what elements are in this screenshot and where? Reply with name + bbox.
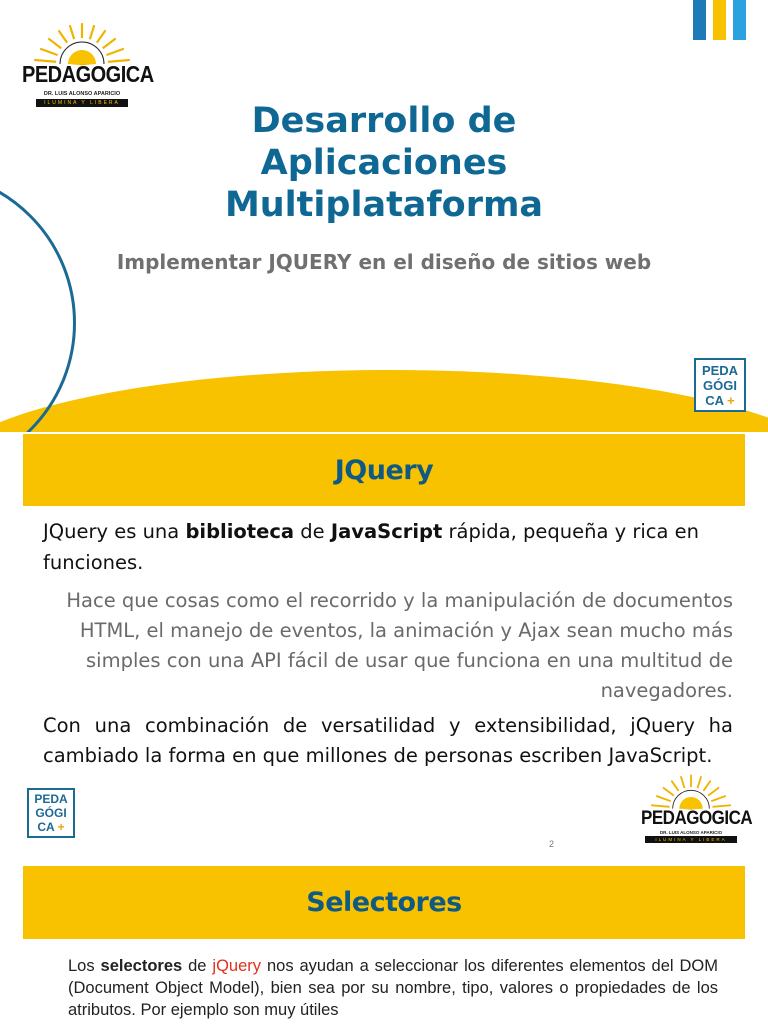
logo-motto: ILUMINA Y LIBERA bbox=[36, 99, 128, 107]
corner-stripes-decoration bbox=[693, 0, 746, 40]
university-logo bbox=[641, 772, 753, 844]
badge-line: GÓGI bbox=[703, 378, 737, 393]
bold-text: selectores bbox=[100, 957, 183, 975]
pedagogica-plus-badge bbox=[694, 358, 746, 412]
logo-rector-name: DR. LUIS ALONSO APARICIO bbox=[659, 830, 723, 835]
badge-ca: CA bbox=[705, 393, 724, 408]
badge-line bbox=[29, 820, 73, 834]
plus-icon: + bbox=[727, 393, 735, 408]
section-header-bar bbox=[23, 434, 745, 506]
section-heading: JQuery bbox=[334, 454, 434, 486]
bold-text: JavaScript bbox=[330, 520, 443, 543]
text-run: de bbox=[294, 520, 331, 543]
stripe-blue bbox=[693, 0, 706, 40]
pedagogica-plus-badge bbox=[27, 788, 75, 838]
text-run: de bbox=[182, 957, 213, 975]
title-slide bbox=[0, 0, 768, 432]
sun-rays-icon bbox=[22, 20, 142, 68]
text-run: nos ayudan a seleccionar los diferentes elementos del DOM (Document Object Model), bien sea por su nombre, tipo, valores o propiedades de los atributos. Por ejemplo son muy útiles bbox=[68, 957, 719, 1019]
stripe-yellow bbox=[713, 0, 726, 40]
text-run: Los bbox=[68, 957, 101, 975]
blue-arc-decoration bbox=[0, 170, 76, 432]
versatility-paragraph: Con una combinación de versatilidad y extensibilidad, jQuery ha cambiado la forma en que millones de personas escriben JavaScript. bbox=[43, 714, 733, 767]
selectores-paragraph bbox=[68, 955, 718, 1021]
presentation-subtitle: Implementar JQUERY en el diseño de sitios web bbox=[116, 250, 652, 274]
text-run: rápida, pequeña y rica en funciones. bbox=[43, 520, 700, 574]
description-paragraph: Hace que cosas como el recorrido y la manipulación de documentos HTML, el manejo de eventos, la animación y Ajax sean mucho más simples con una API fácil de usar que funciona en una multitud de navegadores. bbox=[66, 589, 733, 702]
selectores-slide bbox=[0, 852, 768, 1024]
logo-rector-name: DR. LUIS ALONSO APARICIO bbox=[43, 91, 121, 97]
title-line: Aplicaciones bbox=[260, 143, 508, 183]
jquery-slide bbox=[0, 432, 768, 852]
text-run: JQuery es una bbox=[43, 520, 186, 543]
badge-line bbox=[696, 393, 744, 408]
presentation-title bbox=[84, 100, 684, 226]
logo-motto: ILUMINA Y LIBERA bbox=[645, 836, 737, 843]
section-heading: Selectores bbox=[306, 887, 462, 918]
university-logo bbox=[22, 20, 154, 110]
badge-line: PEDA bbox=[34, 792, 68, 806]
stripe-light-blue bbox=[733, 0, 746, 40]
title-line: Desarrollo de bbox=[251, 101, 517, 141]
logo-wordmark: PEDAGOGICA bbox=[22, 62, 154, 88]
bold-text: biblioteca bbox=[185, 520, 295, 543]
plus-icon: + bbox=[57, 820, 65, 834]
badge-line: GÓGI bbox=[35, 806, 67, 820]
badge-ca: CA bbox=[37, 820, 55, 834]
yellow-wave-decoration bbox=[0, 370, 768, 432]
jquery-highlight: jQuery bbox=[212, 957, 262, 975]
page-number: 2 bbox=[549, 839, 555, 849]
logo-wordmark: PEDAGOGICA bbox=[641, 806, 753, 829]
badge-line: PEDA bbox=[701, 363, 739, 378]
section-header-bar bbox=[23, 866, 745, 939]
intro-paragraph bbox=[43, 516, 733, 578]
title-line: Multiplataforma bbox=[224, 185, 544, 225]
